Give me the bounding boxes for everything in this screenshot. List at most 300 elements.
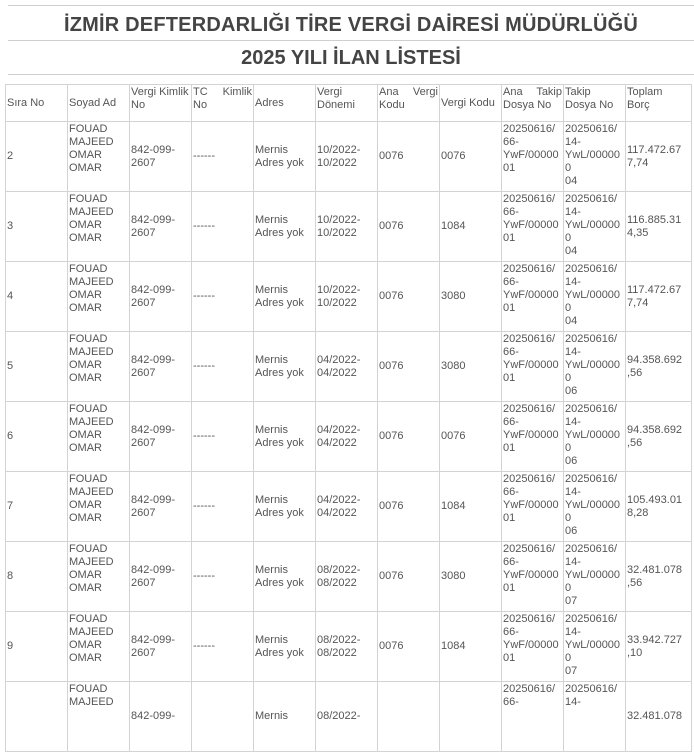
cell-ana-takip-dosya-no [502,262,564,332]
cell-ana-takip-dosya-no [502,542,564,612]
cell-vergi-kimlik-no-line: 2607 [131,436,156,449]
cell-takip-dosya-no-line: 04 [565,315,578,327]
cell-takip-dosya-no-line: 07 [565,665,578,677]
cell-sira-no [6,262,68,332]
cell-toplam-borc-line: 8,28 [627,506,649,519]
cell-adres-line: Adres yok [255,436,304,449]
page-subtitle: 2025 YILI İLAN LİSTESİ [241,47,461,69]
cell-vergi-kodu-line: 1084 [441,500,466,512]
cell-soyad-ad-line: OMAR [69,162,102,174]
cell-takip-dosya-no-line: YwL/000000 [565,359,621,384]
cell-toplam-borc-line: 94.358.692 [627,353,683,366]
cell-sira-no [6,542,68,612]
cell-adres [254,472,316,542]
table-row [6,472,692,542]
cell-takip-dosya-no-line: 20250616/ [565,403,617,415]
cell-takip-dosya-no [564,472,626,542]
cell-soyad-ad [68,262,130,332]
cell-sira-no-line: 4 [7,290,14,302]
cell-vergi-donemi-line: 04/2022- [317,423,361,436]
cell-soyad-ad-line: FOUAD [69,123,108,135]
cell-sira-no-line: 8 [7,570,14,582]
table-row [6,612,692,682]
cell-takip-dosya-no-line: YwL/000000 [565,499,621,524]
cell-takip-dosya-no-line: 14- [565,136,581,148]
cell-adres-line: Adres yok [255,506,304,519]
cell-ana-takip-dosya-no-line: 20250616/ [503,683,555,695]
cell-takip-dosya-no-line: 14- [565,486,581,498]
table-body [6,122,692,752]
cell-ana-takip-dosya-no-line: 66- [503,416,519,428]
cell-vergi-donemi-line: 10/2022 [317,296,357,309]
cell-vergi-kodu [440,472,502,542]
cell-takip-dosya-no-line: 06 [565,525,578,537]
cell-soyad-ad-line: OMAR [69,302,102,314]
cell-vergi-kimlik-no-line: 842-099- [131,213,176,226]
cell-sira-no-line: 3 [7,220,14,232]
cell-ana-takip-dosya-no-line: 66- [503,206,519,218]
cell-ana-takip-dosya-no-line: YwF/00000 [503,149,559,161]
cell-adres [254,612,316,682]
cell-toplam-borc-line: 7,74 [627,296,649,309]
cell-takip-dosya-no-line: 20250616/ [565,123,617,135]
cell-vergi-donemi-line: 10/2022- [317,143,361,156]
cell-ana-takip-dosya-no-line: YwF/00000 [503,499,559,511]
cell-adres-line: Adres yok [255,646,304,659]
cell-adres-line: Mernis [255,143,289,156]
cell-vergi-kimlik-no-line: 2607 [131,226,156,239]
cell-takip-dosya-no-line: 20250616/ [565,333,617,345]
cell-soyad-ad-line: MAJEED [69,346,114,358]
cell-takip-dosya-no-line: 20250616/ [565,613,617,625]
cell-adres-line: Mernis [255,353,289,366]
cell-adres-line: Adres yok [255,296,304,309]
cell-ana-vergi-kodu [378,402,440,472]
table-header [6,85,692,122]
cell-ana-takip-dosya-no-line: 66- [503,556,519,568]
cell-takip-dosya-no-line: YwL/000000 [565,569,621,594]
cell-ana-takip-dosya-no-line: 20250616/ [503,193,555,205]
cell-soyad-ad-line: MAJEED [69,416,114,428]
cell-soyad-ad-line: MAJEED [69,696,114,708]
cell-vergi-kodu-line: 3080 [441,290,466,302]
cell-vergi-donemi-line: 10/2022 [317,156,357,169]
cell-takip-dosya-no-line: YwL/000000 [565,289,621,314]
cell-soyad-ad-line: MAJEED [69,626,114,638]
cell-ana-takip-dosya-no-line: 66- [503,626,519,638]
col-adres: Adres [254,85,316,122]
cell-vergi-donemi-line: 10/2022 [317,226,357,239]
cell-toplam-borc-line: 117.472.67 [627,143,682,156]
cell-soyad-ad [68,612,130,682]
cell-vergi-donemi-line: 08/2022- [317,563,361,576]
cell-ana-takip-dosya-no-line: 66- [503,486,519,498]
cell-vergi-donemi [316,192,378,262]
cell-soyad-ad [68,682,130,752]
cell-vergi-kimlik-no-line: 2607 [131,156,156,169]
cell-tc-kimlik-no-line: ------ [193,500,215,512]
cell-soyad-ad-line: FOUAD [69,613,108,625]
cell-soyad-ad-line: FOUAD [69,193,108,205]
cell-ana-vergi-kodu [378,192,440,262]
cell-vergi-kimlik-no [130,262,192,332]
cell-soyad-ad-line: MAJEED [69,276,114,288]
cell-takip-dosya-no-line: 14- [565,416,581,428]
cell-toplam-borc-line: 105.493.01 [627,493,683,506]
col-vergi-kodu: Vergi Kodu [440,85,502,122]
col-tc-kimlik-no: TC Kimlik No [192,85,254,122]
cell-vergi-kodu [440,192,502,262]
cell-toplam-borc-line: 32.481.078 [627,563,683,576]
cell-ana-vergi-kodu [378,332,440,402]
cell-vergi-donemi-line: 04/2022 [317,366,357,379]
top-rule [8,5,694,6]
table-row [6,122,692,192]
cell-vergi-kimlik-no-line: 2607 [131,646,156,659]
cell-takip-dosya-no-line: 14- [565,206,581,218]
cell-vergi-kimlik-no [130,472,192,542]
cell-ana-takip-dosya-no [502,332,564,402]
cell-vergi-donemi-line: 04/2022 [317,436,357,449]
cell-vergi-kodu [440,262,502,332]
cell-toplam-borc-line: ,56 [627,366,643,379]
cell-vergi-donemi [316,122,378,192]
cell-ana-vergi-kodu-line: 0076 [379,500,404,512]
cell-soyad-ad-line: MAJEED [69,136,114,148]
cell-adres-line: Adres yok [255,156,304,169]
cell-adres-line: Mernis [255,283,289,296]
cell-vergi-donemi [316,402,378,472]
cell-soyad-ad-line: OMAR [69,652,102,664]
cell-ana-vergi-kodu-line: 0076 [379,360,404,372]
cell-vergi-kimlik-no-line: 2607 [131,366,156,379]
cell-ana-takip-dosya-no-line: YwF/00000 [503,359,559,371]
cell-soyad-ad-line: MAJEED [69,556,114,568]
cell-takip-dosya-no [564,262,626,332]
cell-tc-kimlik-no [192,542,254,612]
cell-vergi-kimlik-no [130,122,192,192]
cell-ana-vergi-kodu [378,682,440,752]
cell-adres-line: Adres yok [255,226,304,239]
cell-vergi-kodu-line: 3080 [441,570,466,582]
cell-soyad-ad-line: OMAR [69,499,102,511]
table-row [6,262,692,332]
cell-ana-takip-dosya-no-line: YwF/00000 [503,569,559,581]
cell-soyad-ad [68,542,130,612]
cell-vergi-kimlik-no [130,192,192,262]
ilan-table [5,84,692,752]
cell-toplam-borc-line: 7,74 [627,156,649,169]
cell-vergi-kodu [440,332,502,402]
cell-soyad-ad-line: OMAR [69,569,102,581]
cell-soyad-ad [68,402,130,472]
table-row [6,402,692,472]
cell-tc-kimlik-no-line: ------ [193,290,215,302]
cell-soyad-ad-line: MAJEED [69,486,114,498]
cell-takip-dosya-no-line: 20250616/ [565,543,617,555]
cell-sira-no-line: 9 [7,640,14,652]
cell-adres [254,122,316,192]
cell-takip-dosya-no-line: 14- [565,276,581,288]
cell-ana-vergi-kodu-line: 0076 [379,220,404,232]
cell-ana-vergi-kodu [378,542,440,612]
cell-ana-takip-dosya-no [502,402,564,472]
cell-ana-takip-dosya-no-line: 01 [503,302,516,314]
cell-tc-kimlik-no-line: ------ [193,640,215,652]
cell-toplam-borc [626,682,692,752]
cell-vergi-kodu [440,612,502,682]
cell-ana-takip-dosya-no-line: 01 [503,232,516,244]
cell-vergi-kodu-line: 1084 [441,220,466,232]
cell-toplam-borc [626,542,692,612]
cell-soyad-ad-line: OMAR [69,219,102,231]
cell-soyad-ad-line: OMAR [69,289,102,301]
cell-toplam-borc-line: ,56 [627,436,643,449]
cell-ana-takip-dosya-no [502,192,564,262]
cell-tc-kimlik-no-line: ------ [193,150,215,162]
cell-vergi-kimlik-no-line: 2607 [131,296,156,309]
cell-ana-takip-dosya-no-line: YwF/00000 [503,429,559,441]
cell-tc-kimlik-no [192,472,254,542]
cell-adres [254,542,316,612]
cell-takip-dosya-no-line: 20250616/ [565,263,617,275]
cell-sira-no [6,402,68,472]
cell-soyad-ad-line: OMAR [69,149,102,161]
cell-ana-vergi-kodu-line: 0076 [379,570,404,582]
cell-vergi-donemi [316,682,378,752]
cell-ana-takip-dosya-no-line: 01 [503,512,516,524]
cell-soyad-ad [68,122,130,192]
page-title: İZMİR DEFTERDARLIĞI TİRE VERGİ DAİRESİ MÜDÜRLÜĞÜ [63,14,639,36]
cell-toplam-borc-line: ,56 [627,576,643,589]
cell-takip-dosya-no-line: 14- [565,346,581,358]
cell-soyad-ad-line: FOUAD [69,333,108,345]
cell-vergi-kimlik-no-line: 2607 [131,506,156,519]
cell-vergi-donemi-line: 10/2022- [317,283,361,296]
cell-takip-dosya-no [564,612,626,682]
cell-takip-dosya-no-line: 06 [565,385,578,397]
col-vergi-kimlik-no: Vergi Kimlik No [130,85,192,122]
cell-adres-line: Mernis [255,493,289,506]
cell-adres-line: Mernis [255,633,289,646]
cell-vergi-donemi-line: 04/2022- [317,353,361,366]
cell-ana-takip-dosya-no-line: 20250616/ [503,473,555,485]
cell-soyad-ad-line: MAJEED [69,206,114,218]
cell-vergi-kimlik-no [130,332,192,402]
cell-soyad-ad-line: OMAR [69,512,102,524]
cell-ana-vergi-kodu-line: 0076 [379,640,404,652]
cell-vergi-kimlik-no-line: 842-099- [131,283,176,296]
cell-takip-dosya-no-line: 20250616/ [565,683,617,695]
cell-tc-kimlik-no [192,682,254,752]
cell-takip-dosya-no [564,542,626,612]
cell-vergi-kimlik-no-line: 842-099- [131,423,176,436]
cell-toplam-borc-line: 117.472.67 [627,283,682,296]
col-toplam-borc: Toplam Borç [626,85,692,122]
cell-vergi-kodu-line: 0076 [441,150,466,162]
cell-toplam-borc [626,472,692,542]
cell-soyad-ad [68,332,130,402]
cell-toplam-borc-line: 32.481.078 [627,710,683,722]
cell-ana-takip-dosya-no-line: 66- [503,136,519,148]
cell-takip-dosya-no-line: 06 [565,455,578,467]
cell-vergi-kodu-line: 1084 [441,640,466,652]
cell-tc-kimlik-no [192,612,254,682]
cell-toplam-borc [626,332,692,402]
cell-takip-dosya-no-line: 20250616/ [565,473,617,485]
subtitle-divider [8,74,694,75]
cell-adres [254,402,316,472]
cell-takip-dosya-no-line: 20250616/ [565,193,617,205]
cell-tc-kimlik-no [192,192,254,262]
cell-soyad-ad-line: FOUAD [69,683,108,695]
cell-toplam-borc [626,612,692,682]
cell-vergi-kodu [440,402,502,472]
cell-soyad-ad [68,192,130,262]
col-ana-takip-dosya-no: Ana Takip Dosya No [502,85,564,122]
cell-ana-takip-dosya-no-line: YwF/00000 [503,219,559,231]
cell-soyad-ad-line: OMAR [69,429,102,441]
cell-vergi-kodu [440,122,502,192]
cell-ana-takip-dosya-no [502,612,564,682]
cell-ana-takip-dosya-no-line: 01 [503,652,516,664]
cell-takip-dosya-no-line: 14- [565,626,581,638]
cell-takip-dosya-no-line: 04 [565,175,578,187]
cell-takip-dosya-no-line: 14- [565,556,581,568]
cell-ana-takip-dosya-no-line: YwF/00000 [503,289,559,301]
cell-vergi-kimlik-no [130,542,192,612]
cell-adres [254,192,316,262]
cell-tc-kimlik-no-line: ------ [193,360,215,372]
cell-soyad-ad-line: OMAR [69,372,102,384]
cell-ana-takip-dosya-no-line: 20250616/ [503,613,555,625]
cell-vergi-donemi-line: 08/2022- [317,633,361,646]
cell-vergi-kimlik-no-line: 842-099- [131,353,176,366]
cell-vergi-kimlik-no-line: 842-099- [131,493,176,506]
cell-sira-no-line: 5 [7,360,14,372]
cell-adres-line: Mernis [255,710,289,722]
cell-vergi-kodu [440,542,502,612]
cell-vergi-donemi [316,612,378,682]
cell-vergi-kimlik-no [130,402,192,472]
cell-vergi-donemi-line: 04/2022- [317,493,361,506]
cell-sira-no [6,612,68,682]
cell-sira-no [6,122,68,192]
cell-soyad-ad-line: FOUAD [69,263,108,275]
col-sira-no: Sıra No [6,85,68,122]
table-row [6,682,692,752]
cell-sira-no [6,192,68,262]
cell-soyad-ad-line: OMAR [69,582,102,594]
cell-vergi-donemi-line: 08/2022 [317,576,357,589]
cell-takip-dosya-no-line: YwL/000000 [565,429,621,454]
cell-vergi-kodu-line: 3080 [441,360,466,372]
cell-toplam-borc [626,192,692,262]
cell-adres-line: Mernis [255,563,289,576]
cell-takip-dosya-no [564,192,626,262]
cell-ana-takip-dosya-no [502,472,564,542]
cell-tc-kimlik-no-line: ------ [193,220,215,232]
cell-ana-vergi-kodu [378,612,440,682]
cell-adres [254,682,316,752]
cell-vergi-kimlik-no-line: 842-099- [131,633,176,646]
cell-toplam-borc-line: 33.942.727 [627,633,683,646]
cell-soyad-ad-line: FOUAD [69,473,108,485]
cell-tc-kimlik-no-line: ------ [193,430,215,442]
cell-vergi-donemi [316,262,378,332]
table-row [6,332,692,402]
cell-sira-no-line: 7 [7,500,14,512]
cell-vergi-donemi-line: 08/2022 [317,646,357,659]
cell-toplam-borc [626,122,692,192]
cell-vergi-kimlik-no [130,682,192,752]
cell-ana-takip-dosya-no-line: 20250616/ [503,123,555,135]
cell-ana-vergi-kodu-line: 0076 [379,150,404,162]
cell-sira-no [6,682,68,752]
cell-toplam-borc-line: ,10 [627,646,643,659]
cell-toplam-borc-line: 94.358.692 [627,423,683,436]
cell-adres-line: Mernis [255,213,289,226]
cell-ana-takip-dosya-no-line: 66- [503,346,519,358]
cell-takip-dosya-no-line: 04 [565,245,578,257]
cell-vergi-donemi-line: 04/2022 [317,506,357,519]
cell-takip-dosya-no-line: YwL/000000 [565,639,621,664]
cell-soyad-ad-line: OMAR [69,232,102,244]
col-soyad-ad: Soyad Ad [68,85,130,122]
cell-tc-kimlik-no-line: ------ [193,570,215,582]
cell-ana-takip-dosya-no-line: 20250616/ [503,403,555,415]
title-divider [8,40,694,41]
cell-ana-takip-dosya-no-line: YwF/00000 [503,639,559,651]
cell-takip-dosya-no-line: YwL/000000 [565,149,621,174]
col-ana-vergi-kodu: Ana Vergi Kodu [378,85,440,122]
cell-tc-kimlik-no [192,262,254,332]
cell-vergi-kimlik-no-line: 842-099- [131,143,176,156]
cell-takip-dosya-no-line: 14- [565,696,581,708]
cell-sira-no-line: 6 [7,430,14,442]
cell-takip-dosya-no [564,402,626,472]
cell-ana-takip-dosya-no-line: 20250616/ [503,263,555,275]
cell-ana-takip-dosya-no-line: 66- [503,276,519,288]
cell-tc-kimlik-no [192,122,254,192]
cell-adres-line: Adres yok [255,366,304,379]
cell-sira-no-line: 2 [7,150,14,162]
cell-ana-takip-dosya-no [502,682,564,752]
cell-vergi-donemi [316,332,378,402]
cell-ana-takip-dosya-no [502,122,564,192]
cell-ana-takip-dosya-no-line: 20250616/ [503,543,555,555]
col-vergi-donemi: Vergi Dönemi [316,85,378,122]
cell-toplam-borc-line: 4,35 [627,226,649,239]
cell-ana-vergi-kodu-line: 0076 [379,290,404,302]
cell-takip-dosya-no-line: 07 [565,595,578,607]
cell-ana-takip-dosya-no-line: 01 [503,372,516,384]
cell-toplam-borc-line: 116.885.31 [627,213,682,226]
cell-toplam-borc [626,262,692,332]
cell-sira-no [6,472,68,542]
cell-soyad-ad-line: OMAR [69,359,102,371]
cell-ana-vergi-kodu-line: 0076 [379,430,404,442]
cell-soyad-ad-line: FOUAD [69,403,108,415]
cell-vergi-kimlik-no-line: 842-099- [131,710,176,722]
cell-adres [254,332,316,402]
cell-vergi-kimlik-no [130,612,192,682]
cell-vergi-donemi-line: 10/2022- [317,213,361,226]
cell-vergi-donemi-line: 08/2022- [317,710,361,722]
cell-ana-takip-dosya-no-line: 01 [503,582,516,594]
cell-tc-kimlik-no [192,332,254,402]
cell-soyad-ad-line: OMAR [69,639,102,651]
